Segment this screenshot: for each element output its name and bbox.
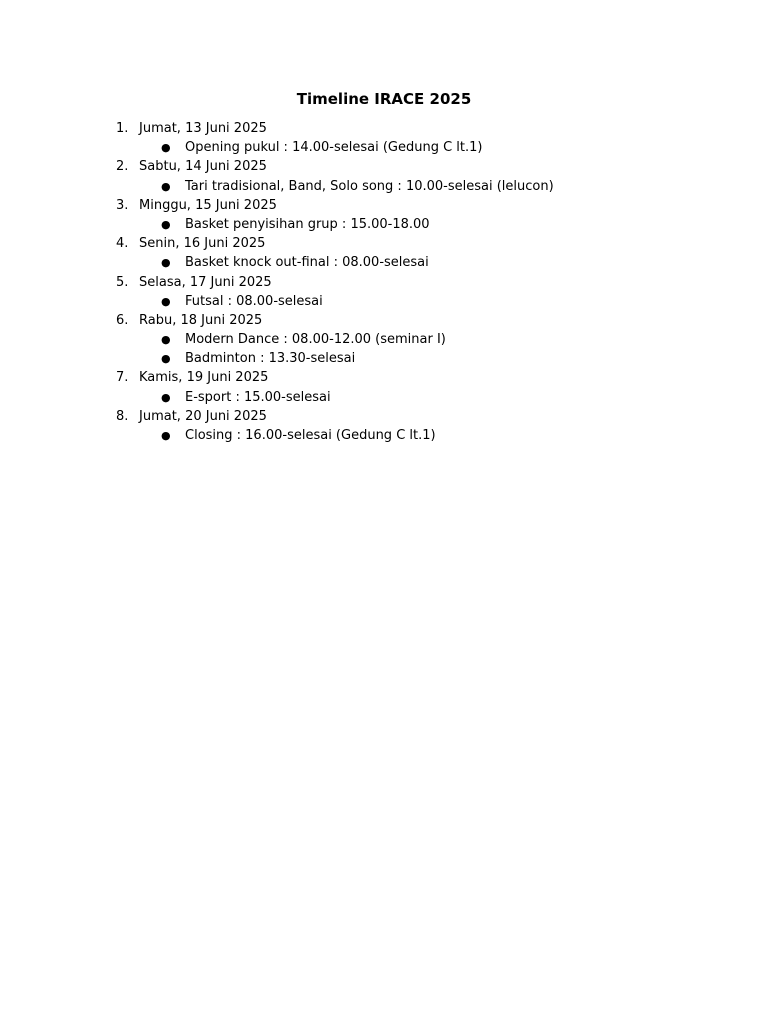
timeline-list bbox=[113, 119, 713, 445]
timeline-day-item bbox=[113, 234, 713, 253]
day-number: 3. bbox=[116, 197, 129, 213]
timeline-event-item bbox=[113, 253, 713, 272]
day-label: Rabu, 18 Juni 2025 bbox=[139, 312, 263, 328]
day-number: 2. bbox=[116, 159, 129, 175]
event-text: Tari tradisional, Band, Solo song : 10.00-selesai (lelucon) bbox=[185, 178, 554, 194]
document-title: Timeline IRACE 2025 bbox=[296, 90, 472, 108]
day-label: Jumat, 20 Juni 2025 bbox=[139, 408, 267, 424]
bullet-icon: ● bbox=[161, 390, 171, 404]
bullet-icon: ● bbox=[161, 217, 171, 231]
timeline-day-item bbox=[113, 368, 713, 387]
event-text: Basket penyisihan grup : 15.00-18.00 bbox=[185, 216, 430, 232]
day-label: Jumat, 13 Juni 2025 bbox=[139, 121, 267, 136]
timeline-event-item bbox=[113, 388, 713, 407]
day-number: 4. bbox=[116, 236, 129, 252]
day-label: Sabtu, 14 Juni 2025 bbox=[139, 159, 267, 175]
bullet-icon: ● bbox=[161, 333, 171, 347]
bullet-icon: ● bbox=[161, 141, 171, 155]
bullet-icon: ● bbox=[161, 294, 171, 308]
event-text: Opening pukul : 14.00-selesai (Gedung C lt.1) bbox=[185, 140, 483, 156]
timeline-event-item bbox=[113, 177, 713, 196]
day-number: 8. bbox=[116, 408, 129, 424]
day-label: Kamis, 19 Juni 2025 bbox=[139, 370, 269, 386]
bullet-icon: ● bbox=[161, 352, 171, 366]
timeline-event-item bbox=[113, 349, 713, 368]
timeline-event-item bbox=[113, 215, 713, 234]
event-text: Basket knock out-final : 08.00-selesai bbox=[185, 255, 429, 271]
timeline-day-item bbox=[113, 157, 713, 176]
timeline-event-item bbox=[113, 292, 713, 311]
timeline-day-item bbox=[113, 119, 713, 138]
bullet-icon: ● bbox=[161, 429, 171, 442]
timeline-event-item bbox=[113, 426, 713, 445]
day-number: 7. bbox=[116, 370, 129, 386]
bullet-icon: ● bbox=[161, 256, 171, 270]
event-text: Badminton : 13.30-selesai bbox=[185, 351, 356, 367]
timeline-day-item bbox=[113, 273, 713, 292]
day-label: Selasa, 17 Juni 2025 bbox=[139, 274, 272, 290]
timeline-day-item bbox=[113, 196, 713, 215]
timeline-day-item bbox=[113, 311, 713, 330]
day-label: Senin, 16 Juni 2025 bbox=[139, 236, 266, 252]
timeline-event-item bbox=[113, 138, 713, 157]
day-number: 1. bbox=[116, 121, 129, 136]
day-label: Minggu, 15 Juni 2025 bbox=[139, 197, 277, 213]
timeline-day-item bbox=[113, 407, 713, 426]
day-number: 6. bbox=[116, 312, 129, 328]
event-text: Modern Dance : 08.00-12.00 (seminar I) bbox=[185, 332, 446, 348]
event-text: E-sport : 15.00-selesai bbox=[185, 389, 331, 405]
event-text: Closing : 16.00-selesai (Gedung C lt.1) bbox=[185, 428, 436, 443]
timeline-event-item bbox=[113, 330, 713, 349]
bullet-icon: ● bbox=[161, 179, 171, 193]
day-number: 5. bbox=[116, 274, 129, 290]
event-text: Futsal : 08.00-selesai bbox=[185, 293, 323, 309]
